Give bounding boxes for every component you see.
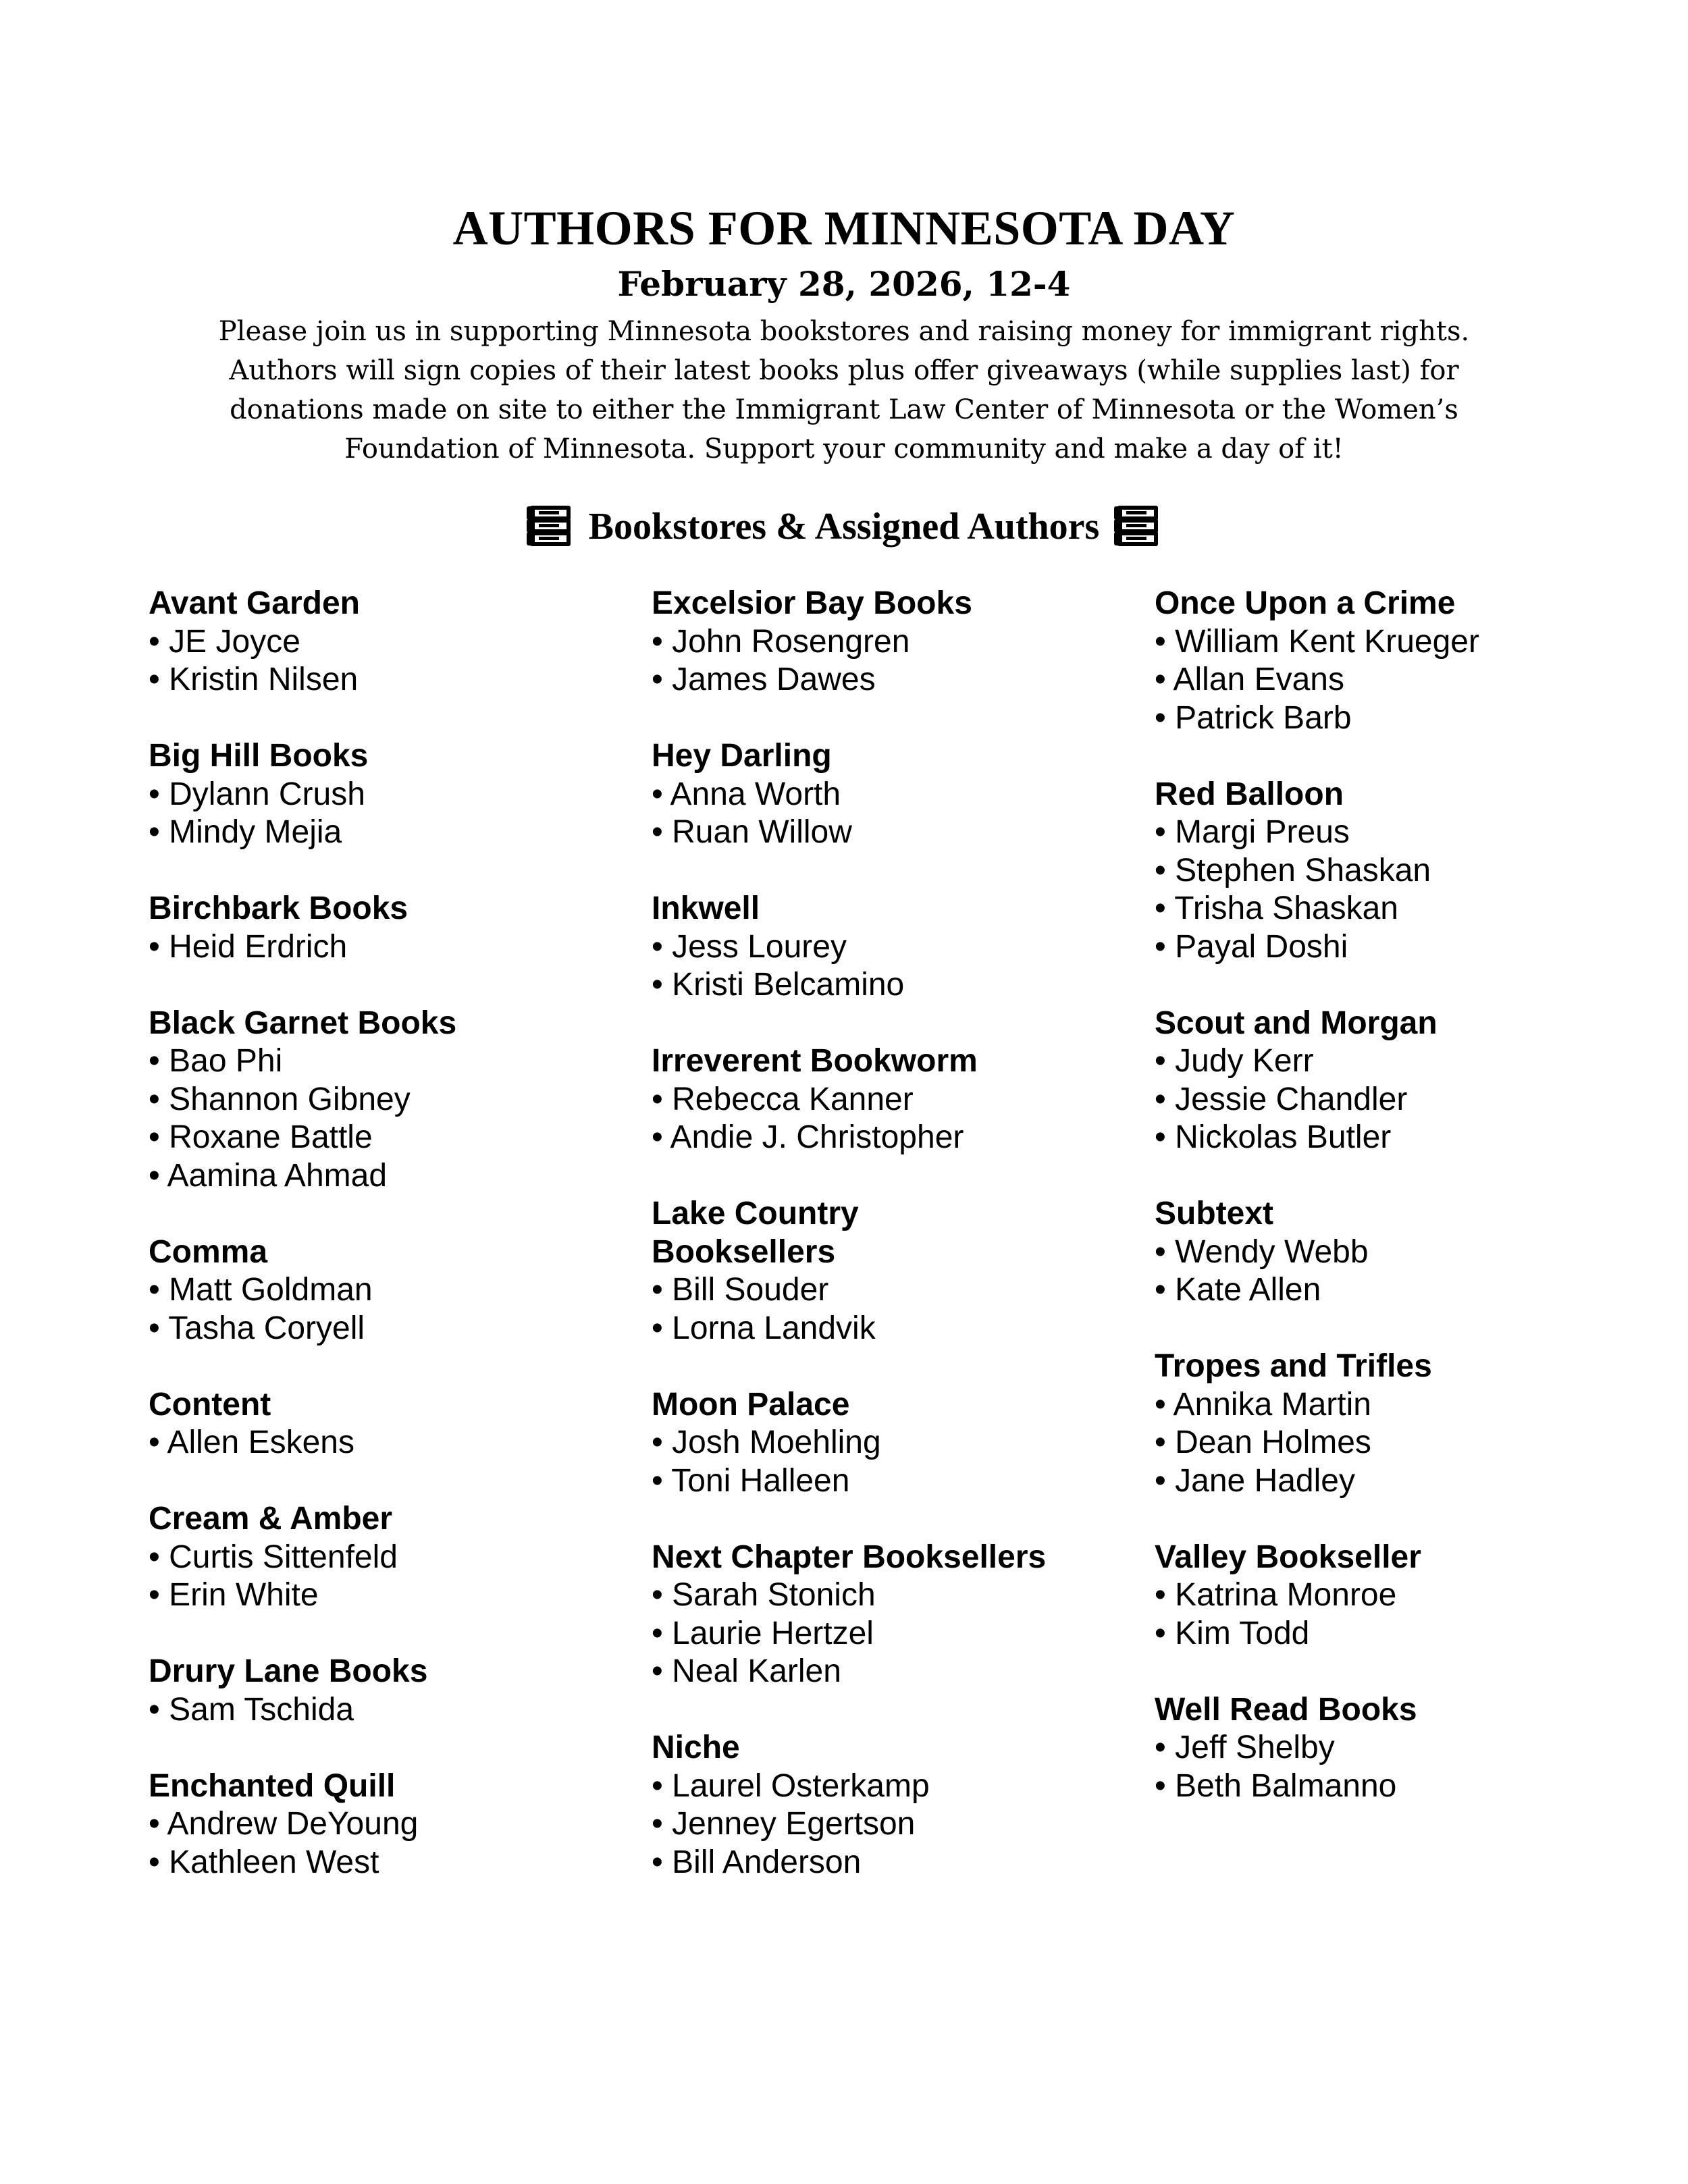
bookstore-entry	[149, 1233, 635, 1348]
author-item: • JE Joyce	[149, 623, 300, 660]
bookstore-entry	[652, 1386, 1138, 1501]
author-item: • Dean Holmes	[1155, 1424, 1371, 1460]
author-item: • Beth Balmanno	[1155, 1767, 1397, 1804]
author-item: • John Rosengren	[652, 623, 910, 660]
bookstore-name: Excelsior Bay Books	[652, 585, 972, 621]
author-item: • Andrew DeYoung	[149, 1806, 419, 1842]
author-item: • Anna Worth	[652, 776, 841, 812]
author-item: • Sarah Stonich	[652, 1577, 876, 1613]
bookstore-column-3	[1155, 585, 1654, 1844]
bookstore-name: Birchbark Books	[149, 890, 408, 926]
flyer-header	[0, 196, 1688, 469]
bookstore-entry	[1155, 1195, 1654, 1310]
bookstore-name: Subtext	[1155, 1196, 1274, 1231]
bookstore-entry	[149, 1386, 635, 1462]
bookstore-entry	[652, 1042, 1138, 1157]
bookstore-name: Scout and Morgan	[1155, 1005, 1438, 1041]
author-item: • Stephen Shaskan	[1155, 852, 1431, 888]
bookstore-name: Irreverent Bookworm	[652, 1043, 978, 1079]
author-item: • Nickolas Butler	[1155, 1119, 1392, 1155]
author-item: • Kim Todd	[1155, 1615, 1310, 1651]
bookstore-entry	[149, 1500, 635, 1615]
bookstore-entry	[652, 1729, 1138, 1882]
bookstore-name: Content	[149, 1386, 271, 1422]
intro-paragraph: Please join us in supporting Minnesota bookstores and raising money for immigrant rights. Authors will sign copies of their latest books plus offer giveaways (while supplies last) for donations made on site to either the Immigrant Law Center of Minnesota or the Women’s Foundation of Minnesota. Support your community and make a day of it!	[218, 316, 1470, 464]
bookstore-entry	[1155, 1539, 1654, 1653]
author-item: • Shannon Gibney	[149, 1081, 411, 1117]
bookstore-name: Cream & Amber	[149, 1501, 393, 1537]
bookstore-name: Lake Country Booksellers	[652, 1196, 859, 1270]
author-item: • Neal Karlen	[652, 1653, 841, 1689]
bookstore-entry	[1155, 1691, 1654, 1806]
event-date: February 28, 2026, 12-4	[617, 264, 1071, 304]
author-item: • Rebecca Kanner	[652, 1081, 914, 1117]
bookstore-name: Niche	[652, 1730, 740, 1765]
books-icon	[1114, 504, 1161, 548]
author-item: • Dylann Crush	[149, 776, 365, 812]
author-item: • Margi Preus	[1155, 814, 1350, 850]
author-item: • Allan Evans	[1155, 662, 1344, 697]
author-item: • Curtis Sittenfeld	[149, 1539, 398, 1575]
bookstore-name: Once Upon a Crime	[1155, 585, 1456, 621]
author-item: • Jess Lourey	[652, 928, 847, 965]
bookstore-entry	[652, 737, 1138, 852]
section-heading-text: Bookstores & Assigned Authors	[588, 506, 1100, 548]
bookstore-entry	[149, 1005, 635, 1196]
bookstore-entry	[1155, 585, 1654, 737]
author-item: • Annika Martin	[1155, 1386, 1371, 1422]
bookstore-name: Drury Lane Books	[149, 1653, 428, 1689]
author-item: • Kate Allen	[1155, 1272, 1321, 1308]
bookstore-name: Hey Darling	[652, 738, 832, 774]
bookstore-entry	[652, 1539, 1138, 1691]
bookstore-name: Comma	[149, 1233, 268, 1270]
author-item: • Kristin Nilsen	[149, 662, 359, 697]
author-item: • Andie J. Christopher	[652, 1119, 964, 1155]
bookstore-name: Tropes and Trifles	[1155, 1348, 1432, 1384]
page-title: AUTHORS FOR MINNESOTA DAY	[452, 201, 1236, 255]
author-item: • Judy Kerr	[1155, 1043, 1314, 1079]
author-item: • Aamina Ahmad	[149, 1157, 388, 1194]
bookstore-column-1	[149, 585, 635, 1920]
author-item: • Sam Tschida	[149, 1691, 354, 1728]
bookstore-name: Next Chapter Booksellers	[652, 1539, 1047, 1575]
author-item: • Katrina Monroe	[1155, 1577, 1397, 1613]
bookstore-entry	[149, 890, 635, 966]
bookstore-entry	[1155, 1348, 1654, 1500]
author-item: • Allen Eskens	[149, 1424, 354, 1460]
author-item: • Erin White	[149, 1577, 319, 1613]
books-icon	[527, 504, 574, 548]
author-item: • Bao Phi	[149, 1043, 283, 1079]
bookstore-name: Moon Palace	[652, 1386, 850, 1422]
bookstore-entry	[149, 1767, 635, 1882]
bookstore-name: Enchanted Quill	[149, 1767, 396, 1804]
bookstore-entry	[652, 585, 1138, 699]
bookstore-column-2	[652, 585, 1138, 1920]
section-heading	[0, 500, 1688, 554]
author-item: • Bill Souder	[652, 1272, 829, 1308]
bookstore-name: Valley Bookseller	[1155, 1539, 1421, 1575]
author-item: • Patrick Barb	[1155, 699, 1352, 736]
bookstore-entry	[652, 890, 1138, 1005]
bookstore-entry	[149, 737, 635, 852]
author-item: • Kristi Belcamino	[652, 967, 905, 1003]
author-item: • Jenney Egertson	[652, 1806, 916, 1842]
author-item: • Roxane Battle	[149, 1119, 373, 1155]
author-item: • Laurel Osterkamp	[652, 1767, 930, 1804]
author-item: • Tasha Coryell	[149, 1310, 365, 1346]
author-item: • Kathleen West	[149, 1844, 379, 1880]
bookstore-name: Well Read Books	[1155, 1691, 1417, 1728]
author-item: • Heid Erdrich	[149, 928, 348, 965]
bookstore-name: Inkwell	[652, 890, 760, 926]
author-item: • Toni Halleen	[652, 1462, 850, 1499]
bookstore-entry	[652, 1195, 1138, 1348]
author-item: • William Kent Krueger	[1155, 623, 1479, 660]
author-item: • Jane Hadley	[1155, 1462, 1355, 1499]
author-item: • Bill Anderson	[652, 1844, 862, 1880]
author-item: • Ruan Willow	[652, 814, 852, 850]
author-item: • Lorna Landvik	[652, 1310, 876, 1346]
bookstore-name: Red Balloon	[1155, 776, 1344, 812]
bookstore-name: Black Garnet Books	[149, 1005, 457, 1041]
bookstore-name: Avant Garden	[149, 585, 360, 621]
bookstore-entry	[1155, 776, 1654, 967]
bookstore-entry	[1155, 1005, 1654, 1157]
author-item: • Josh Moehling	[652, 1424, 881, 1460]
author-item: • Jeff Shelby	[1155, 1730, 1335, 1765]
author-item: • Jessie Chandler	[1155, 1081, 1408, 1117]
author-item: • Mindy Mejia	[149, 814, 342, 850]
bookstore-entry	[149, 1653, 635, 1729]
author-item: • Wendy Webb	[1155, 1233, 1369, 1270]
author-item: • Matt Goldman	[149, 1272, 373, 1308]
author-item: • James Dawes	[652, 662, 876, 697]
bookstore-entry	[149, 585, 635, 699]
author-item: • Payal Doshi	[1155, 928, 1348, 965]
author-item: • Laurie Hertzel	[652, 1615, 874, 1651]
author-item: • Trisha Shaskan	[1155, 890, 1398, 926]
bookstore-name: Big Hill Books	[149, 738, 369, 774]
